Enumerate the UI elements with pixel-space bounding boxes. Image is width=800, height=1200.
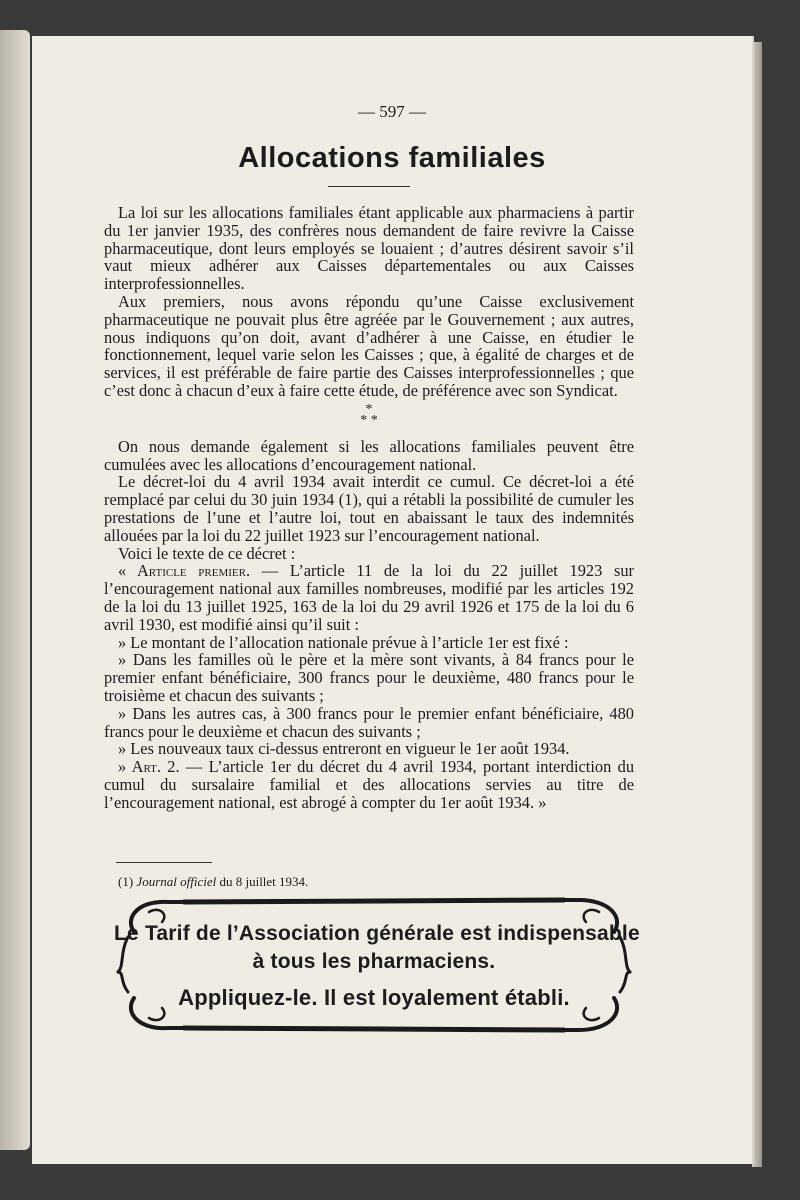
document-page: [32, 36, 752, 1164]
title-rule: [328, 186, 410, 187]
paragraph: Le décret-loi du 4 avril 1934 avait interdit ce cumul. Ce décret-loi a été remplacé par celui du 30 juin 1934 (1), qui a rétabli la possibilité de cumuler les prestations de l’une et l’autre loi, tout en abaissant le taux des indemnités allouées par la loi du 22 juillet 1923 sur l’encouragement national.: [104, 472, 634, 545]
paragraph: [104, 562, 634, 633]
banner-line-1: Le Tarif de l’Association générale est indispensable: [114, 922, 640, 945]
paragraph: Voici le texte de ce décret :: [118, 543, 296, 563]
footnote: [118, 874, 308, 890]
paragraph-text: — L’article 11 de la loi du 22 juillet 1923 sur l’encouragement national aux familles nombreuses, modifié par les articles 192 de la loi du 13 juillet 1925, 163 de la loi du 29 avril 1926 et 175 de la loi du 6 avril 1930, est modifié ainsi qu’il suit :: [104, 561, 634, 634]
paragraph: Aux premiers, nous avons répondu qu’une Caisse exclusivement pharmaceutique ne pouvait plus être agréée par le Gouvernement ; aux autres, nous indiquons qu’on doit, avant d’adhérer à une Caisse, en étudier le fonctionnement, lequel varie selon les Caisses ; que, à égalité de charges et de services, il est préférable de faire partie des Caisses interprofessionnelles ; que c’est donc à chacun d’eux à faire cette étude, de préférence avec son Syndicat.: [104, 291, 634, 400]
paragraph: On nous demande également si les allocations familiales peuvent être cumulées avec les allocations d’encouragement national.: [104, 436, 634, 474]
paragraph: La loi sur les allocations familiales étant applicable aux pharmaciens à partir du 1er janvier 1935, des confrères nous demandent de faire revivre la Caisse pharmaceutique, dont leurs employés se louaient ; d’autres désirent savoir s’il vaut mieux adhérer aux Caisses départementales ou aux Caisses interprofessionnelles.: [104, 203, 634, 294]
paragraph: » Les nouveaux taux ci-dessus entreront en vigueur le 1er août 1934.: [118, 739, 570, 759]
footnote-rule: [116, 862, 212, 863]
article-heading: » Art. 2.: [118, 757, 180, 777]
separator-stars-bottom: * *: [360, 412, 378, 428]
section-separator: [104, 401, 634, 428]
page-edge-shadow: [752, 42, 762, 1167]
banner-line-2: à tous les pharmaciens.: [252, 950, 496, 973]
banner-line-3: Appliquez-le. Il est loyalement établi.: [178, 985, 570, 1010]
banner-text: [114, 920, 640, 1012]
paragraph: » Dans les autres cas, à 300 francs pour le premier enfant bénéficiaire, 480 francs pour le deuxième et chacun des suivants ;: [104, 703, 634, 741]
footnote-source: Journal officiel: [136, 874, 217, 889]
footnote-marker: (1): [118, 874, 134, 889]
paragraph: » Dans les familles où le père et la mère sont vivants, à 84 francs pour le premier enfant bénéficiaire, 300 francs pour le deuxième, 480 francs pour le troisième et chacun des suivants ;: [104, 650, 634, 705]
article-body: [104, 204, 634, 812]
page-number: — 597 —: [358, 102, 426, 121]
advertisement-banner: [114, 892, 640, 1038]
footnote-text: du 8 juillet 1934.: [216, 874, 309, 889]
article-title: Allocations familiales: [238, 142, 546, 174]
separator-star-top: *: [365, 401, 373, 417]
paragraph-text: — L’article 1er du décret du 4 avril 1934, portant interdiction du cumul du sursalaire familial et des allocations servies au titre de l’encouragement national, est abrogé à compter du 1er août 1934. »: [104, 757, 635, 812]
article-heading: « Article premier.: [118, 561, 251, 581]
facing-page-edge: [0, 30, 30, 1150]
paragraph: » Le montant de l’allocation nationale prévue à l’article 1er est fixé :: [118, 632, 569, 652]
paragraph: [104, 758, 634, 811]
